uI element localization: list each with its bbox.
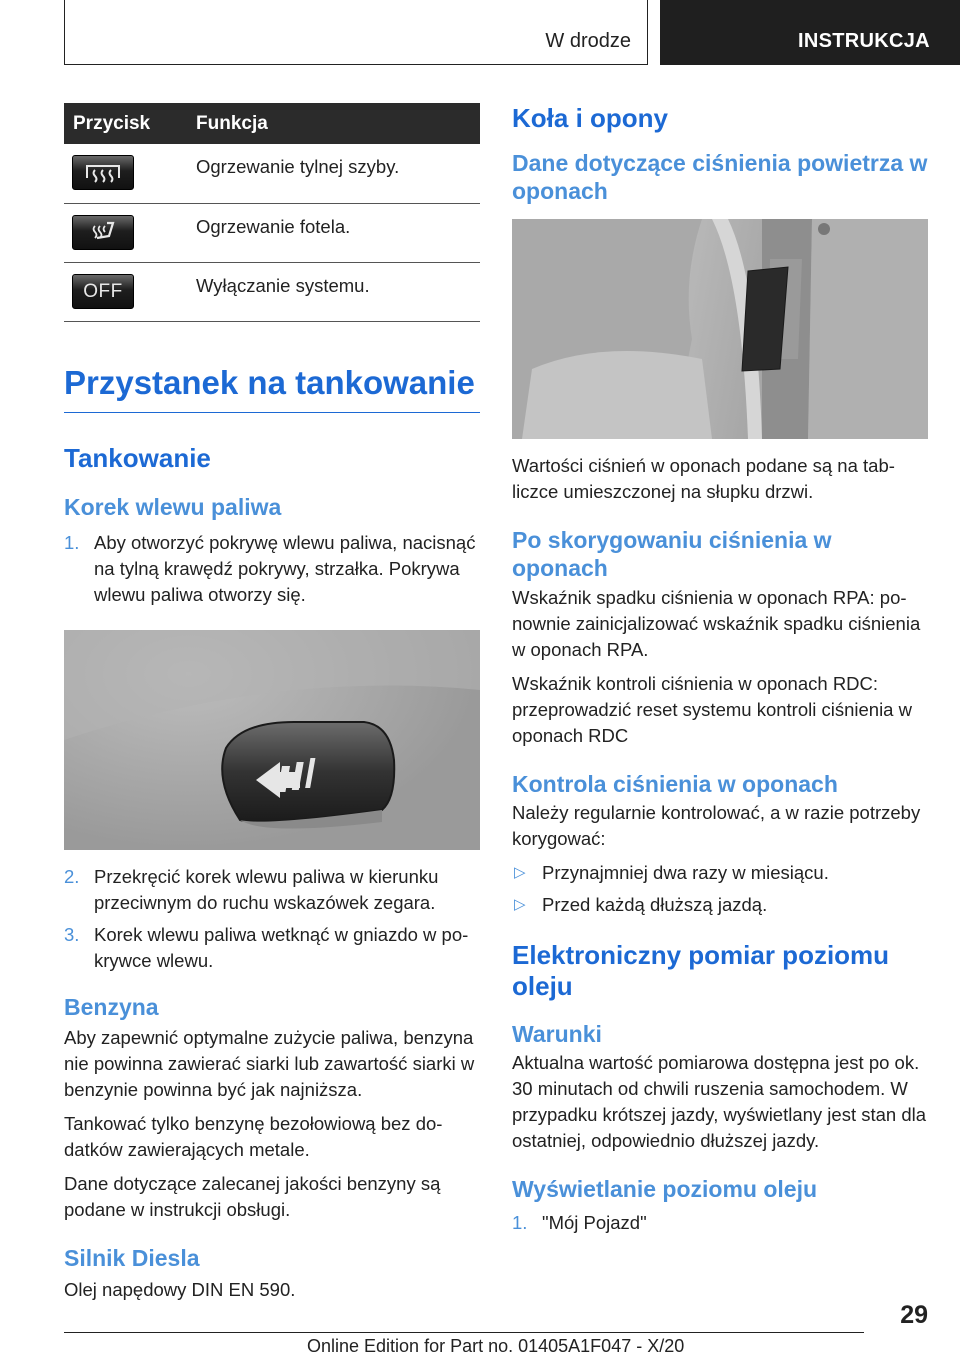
list-item: ▷ Przed każdą dłuższą jazdą. (514, 894, 768, 916)
conditions-paragraph: Aktualna wartość pomiarowa dostępna jest po ok. 30 minutach od chwili ruszenia samochodem. W przypadku krótszej jazdy, wyświetlany jest stan dla ostatniej, odpowiednio dłuższej jazdy. (512, 1052, 927, 1152)
petrol-paragraph: Aby zapewnić optymalne zużycie paliwa, benzyna nie powinna zawierać siarki lub zawartość siarki w benzynie powinna być jak najniższa. (64, 1027, 475, 1101)
list-item: 3. Korek wlewu paliwa wetknąć w gniazdo w pokrywce wlewu. (64, 923, 469, 971)
petrol-paragraph: Tankować tylko benzynę bezołowiową bez dodatków zawierających metale. (64, 1113, 443, 1161)
table-header-button: Przycisk (73, 113, 151, 134)
heading-conditions: Warunki (512, 1020, 602, 1047)
tire-pressure-paragraph: Wartości ciśnień w oponach podane są na tabliczce umieszczonej na słupku drzwi. (512, 455, 895, 503)
heading-oil-display: Wyświetlanie poziomu oleju (512, 1176, 818, 1203)
off-button-icon: OFF (72, 274, 134, 309)
after-correction-paragraph: Wskaźnik spadku ciśnienia w oponach RPA: ponownie zainicjalizować wskaźnik spadku ciśnienia w oponach RPA. (512, 586, 921, 660)
fuel-cap-steps-1 (64, 530, 480, 608)
oil-display-steps (512, 1210, 928, 1236)
door-pillar-illustration (512, 219, 928, 439)
table-row (64, 144, 480, 204)
table-header-function: Funkcja (196, 113, 268, 134)
left-column (64, 103, 480, 1303)
footer-edition: Online Edition for Part no. 01405A1F047 - X/20 (307, 1336, 685, 1356)
fuel-flap-illustration (64, 630, 480, 850)
table-cell-function: Ogrzewanie tylnej szyby. (196, 156, 400, 177)
button-function-table (64, 103, 480, 322)
heading-wheels-tires: Koła i opony (512, 103, 668, 133)
heading-petrol: Benzyna (64, 993, 159, 1020)
header-section-box (64, 0, 648, 65)
fuel-flap-image (64, 630, 480, 850)
heading-after-correction: Po skorygowaniu ciśnienia w oponach (512, 527, 832, 581)
heading-refuel-stop: Przystanek na tankowanie (64, 364, 475, 401)
table-header (64, 103, 480, 144)
table-row (64, 204, 480, 263)
pressure-check-paragraph: Należy regularnie kontrolować, a w razie potrzeby korygować: (512, 802, 921, 850)
table-cell-function: Wyłączanie systemu. (196, 275, 370, 296)
fuel-cap-steps-2 (64, 864, 480, 974)
list-item: ▷ Przynajmniej dwa razy w miesiącu. (514, 862, 829, 884)
list-item: 2. Przekręcić korek wlewu paliwa w kierunku przeciwnym do ruchu wskazówek zegara. (64, 865, 439, 913)
page-number: 29 (900, 1301, 928, 1329)
table-cell-function: Ogrzewanie fotela. (196, 216, 351, 237)
heading-oil-level: Elektroniczny pomiar poziomu oleju (512, 940, 890, 1002)
diesel-paragraph: Olej napędowy DIN EN 590. (64, 1278, 296, 1300)
rear-window-defrost-icon (72, 155, 134, 190)
heading-tire-pressure-data: Dane dotyczące ciśnienia powietrza w oponach (512, 150, 928, 204)
pressure-check-bullets (512, 860, 928, 918)
header-tab-label: INSTRUKCJA (798, 30, 930, 52)
seat-heating-icon (72, 215, 134, 250)
petrol-paragraph: Dane dotyczące zalecanej jakości benzyny są podane w instrukcji obsługi. (64, 1173, 441, 1221)
heading-pressure-check: Kontrola ciśnienia w oponach (512, 770, 838, 797)
heading-diesel: Silnik Diesla (64, 1245, 200, 1272)
list-item: 1. Aby otworzyć pokrywę wlewu paliwa, nacisnąć na tylną krawędź pokrywy, strzałka. Pokrywa wlewu paliwa otworzy się. (64, 531, 476, 605)
after-correction-paragraph: Wskaźnik kontroli ciśnienia w oponach RDC: przeprowadzić reset systemu kontroli ciśnienia w oponach RDC (512, 672, 912, 746)
footer-divider (64, 1332, 864, 1333)
heading-refuel-wrap (64, 364, 480, 413)
header-tab (660, 0, 960, 65)
header-section-title: W drodze (545, 30, 631, 52)
heading-fuel-cap: Korek wlewu paliwa (64, 494, 282, 521)
right-column (512, 103, 928, 1242)
door-pillar-image (512, 219, 928, 439)
list-item: 1. "Mój Pojazd" (512, 1211, 647, 1233)
table-row (64, 263, 480, 322)
heading-refueling: Tankowanie (64, 442, 211, 473)
